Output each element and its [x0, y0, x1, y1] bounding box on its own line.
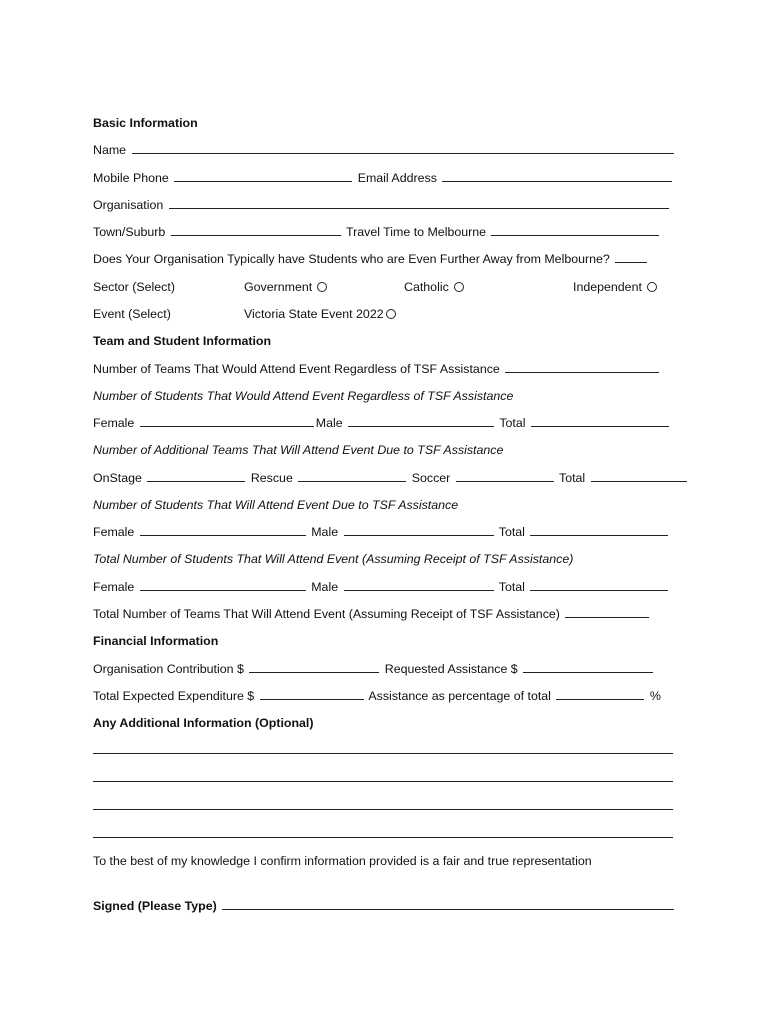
additional-teams-row	[93, 469, 689, 487]
org-contribution-label: Organisation Contribution $	[93, 662, 244, 676]
contact-row	[93, 169, 674, 187]
expenditure-row	[93, 687, 661, 705]
organisation-row	[93, 196, 671, 214]
total-regardless-field[interactable]	[531, 414, 669, 427]
sector-option-independent[interactable]	[573, 278, 657, 296]
section-heading-team: Team and Student Information	[93, 334, 272, 348]
female-total-field[interactable]	[140, 578, 306, 591]
further-question: Does Your Organisation Typically have Students who are Even Further Away from Melbourne?	[93, 252, 610, 266]
mobile-field[interactable]	[174, 169, 352, 182]
total-students-heading: Total Number of Students That Will Attend Event (Assuming Receipt of TSF Assistance)	[93, 552, 574, 566]
students-regardless-row	[93, 414, 671, 432]
signature-field[interactable]	[222, 897, 674, 910]
requested-field[interactable]	[523, 660, 653, 673]
sector-label: Sector (Select)	[93, 280, 175, 294]
radio-circle-icon[interactable]	[454, 282, 464, 292]
radio-circle-icon[interactable]	[317, 282, 327, 292]
organisation-field[interactable]	[169, 196, 669, 209]
name-row	[93, 141, 676, 159]
town-field[interactable]	[171, 223, 341, 236]
students-due-row	[93, 523, 670, 541]
name-field[interactable]	[132, 141, 674, 154]
male-label: Male	[315, 416, 343, 430]
sector-option-label: Catholic	[404, 280, 449, 294]
additional-info-line[interactable]	[93, 837, 673, 838]
total-label: Total	[498, 580, 525, 594]
total-students-row	[93, 578, 670, 596]
rescue-field[interactable]	[298, 469, 406, 482]
total-due-field[interactable]	[530, 523, 668, 536]
total-teams-row	[93, 605, 651, 623]
event-label: Event (Select)	[93, 307, 171, 321]
name-label: Name	[93, 143, 127, 157]
further-field[interactable]	[615, 250, 647, 263]
signature-row	[93, 897, 676, 915]
total-teams-field[interactable]	[565, 605, 649, 618]
travel-field[interactable]	[491, 223, 659, 236]
signed-label: Signed (Please Type)	[93, 899, 217, 913]
location-row	[93, 223, 661, 241]
sector-option-label: Government	[244, 280, 313, 294]
sector-option-label: Independent	[573, 280, 642, 294]
total-label: Total	[499, 416, 526, 430]
female-label: Female	[93, 580, 135, 594]
students-regardless-heading: Number of Students That Would Attend Event Regardless of TSF Assistance	[93, 389, 514, 403]
requested-label: Requested Assistance $	[384, 662, 518, 676]
further-row	[93, 250, 649, 268]
students-due-heading: Number of Students That Will Attend Event Due to TSF Assistance	[93, 498, 459, 512]
soccer-field[interactable]	[456, 469, 554, 482]
travel-label: Travel Time to Melbourne	[346, 225, 487, 239]
event-row	[93, 305, 677, 323]
female-label: Female	[93, 416, 135, 430]
additional-teams-heading: Number of Additional Teams That Will Attend Event Due to TSF Assistance	[93, 443, 504, 457]
male-label: Male	[311, 580, 339, 594]
female-regardless-field[interactable]	[140, 414, 314, 427]
percent-sign: %	[649, 689, 661, 703]
radio-circle-icon[interactable]	[386, 309, 396, 319]
section-heading-additional: Any Additional Information (Optional)	[93, 716, 314, 730]
sector-row	[93, 278, 677, 296]
total-teams-due-field[interactable]	[591, 469, 687, 482]
sector-option-government[interactable]	[244, 278, 327, 296]
male-total-field[interactable]	[344, 578, 494, 591]
male-label: Male	[311, 525, 339, 539]
percentage-field[interactable]	[556, 687, 644, 700]
male-regardless-field[interactable]	[348, 414, 494, 427]
sector-option-catholic[interactable]	[404, 278, 464, 296]
male-due-field[interactable]	[344, 523, 494, 536]
total-label: Total	[559, 471, 586, 485]
mobile-label: Mobile Phone	[93, 171, 169, 185]
radio-circle-icon[interactable]	[647, 282, 657, 292]
soccer-label: Soccer	[411, 471, 451, 485]
percentage-label: Assistance as percentage of total	[368, 689, 551, 703]
contribution-row	[93, 660, 655, 678]
event-option-label: Victoria State Event 2022	[244, 307, 384, 321]
female-due-field[interactable]	[140, 523, 306, 536]
teams-regardless-field[interactable]	[505, 360, 659, 373]
additional-info-line[interactable]	[93, 809, 673, 810]
teams-regardless-row	[93, 360, 661, 378]
onstage-field[interactable]	[147, 469, 245, 482]
additional-info-line[interactable]	[93, 781, 673, 782]
email-field[interactable]	[442, 169, 672, 182]
teams-regardless-label: Number of Teams That Would Attend Event Regardless of TSF Assistance	[93, 362, 500, 376]
total-teams-label: Total Number of Teams That Will Attend Event (Assuming Receipt of TSF Assistance)	[93, 607, 560, 621]
rescue-label: Rescue	[250, 471, 293, 485]
expenditure-field[interactable]	[260, 687, 364, 700]
additional-info-line[interactable]	[93, 753, 673, 754]
town-label: Town/Suburb	[93, 225, 166, 239]
organisation-label: Organisation	[93, 198, 164, 212]
confirmation-text: To the best of my knowledge I confirm information provided is a fair and true representation	[93, 854, 592, 868]
total-label: Total	[498, 525, 525, 539]
email-label: Email Address	[357, 171, 437, 185]
expenditure-label: Total Expected Expenditure $	[93, 689, 255, 703]
event-option-victoria[interactable]	[244, 305, 396, 323]
onstage-label: OnStage	[93, 471, 142, 485]
org-contribution-field[interactable]	[249, 660, 379, 673]
section-heading-basic: Basic Information	[93, 116, 198, 130]
total-total-field[interactable]	[530, 578, 668, 591]
section-heading-financial: Financial Information	[93, 634, 219, 648]
female-label: Female	[93, 525, 135, 539]
additional-info-lines	[93, 741, 673, 838]
